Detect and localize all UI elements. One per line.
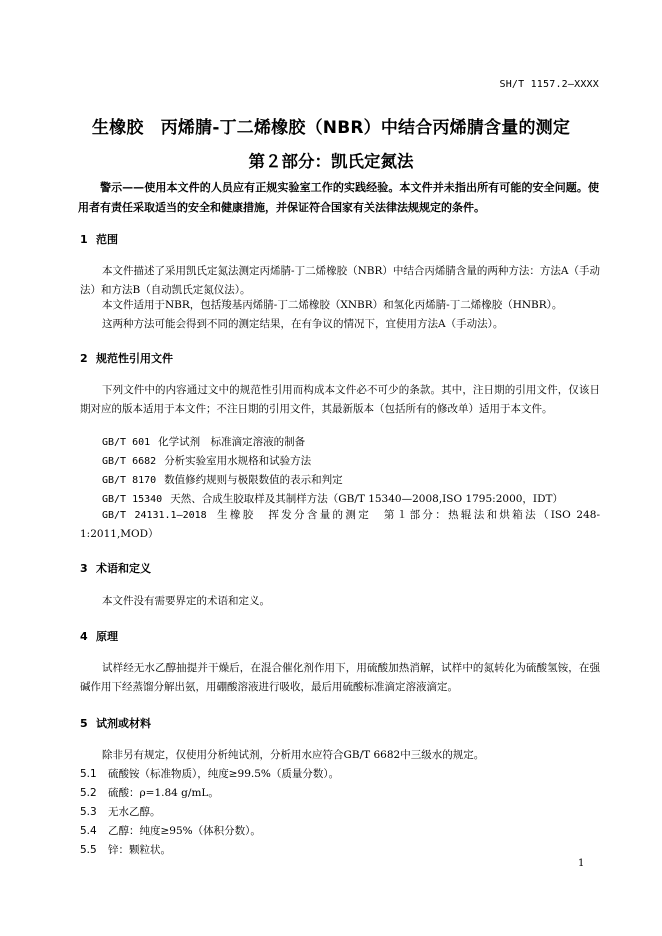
- item-number: 5.5: [80, 844, 97, 856]
- list-item: [80, 784, 219, 803]
- reference-entry: [102, 452, 311, 471]
- reference-code: GB/T 24131.1—2018: [102, 510, 207, 521]
- section-number: 1: [80, 233, 88, 246]
- section-heading-terms: [80, 560, 151, 576]
- scope-paragraph-3: 这两种方法可能会得到不同的测定结果，在有争议的情况下，宜使用方法A（手动法）。: [102, 318, 504, 330]
- section-heading-principle: [80, 628, 118, 644]
- terms-paragraph: 本文件没有需要界定的术语和定义。: [102, 595, 270, 607]
- section-title: 范围: [96, 233, 118, 246]
- list-item: [80, 822, 261, 841]
- reference-title: 化学试剂 标准滴定溶液的制备: [158, 436, 306, 448]
- section-number: 4: [80, 630, 88, 643]
- warning-paragraph: 警示——使用本文件的人员应有正规实验室工作的实践经验。本文件并未指出所有可能的安全问题。使用者有责任采取适当的安全和健康措施，并保证符合国家有关法律法规规定的条件。: [78, 181, 599, 214]
- section-heading-reagents: [80, 715, 151, 731]
- section-number: 3: [80, 562, 88, 575]
- reference-entry: [80, 506, 600, 544]
- item-text: 无水乙醇。: [108, 806, 161, 818]
- reference-code: GB/T 15340: [102, 494, 163, 505]
- page-number: 1: [578, 858, 585, 869]
- section-number: 5: [80, 717, 88, 730]
- reference-title: 数值修约规则与极限数值的表示和判定: [164, 474, 343, 486]
- item-number: 5.4: [80, 825, 97, 837]
- reference-code: GB/T 6682: [102, 456, 157, 467]
- reagents-intro-paragraph: 除非另有规定，仅使用分析纯试剂，分析用水应符合GB/T 6682中三级水的规定。: [102, 749, 485, 761]
- reference-title: 生橡胶 挥发分含量的测定 第１部分：热辊法和烘箱法（ISO 248-1:2011,MOD）: [80, 509, 600, 540]
- item-text: 锌：颗粒状。: [108, 844, 171, 856]
- reference-code: GB/T 601: [102, 437, 151, 448]
- scope-paragraph-1: 本文件描述了采用凯氏定氮法测定丙烯腈-丁二烯橡胶（NBR）中结合丙烯腈含量的两种方法：方法A（手动法）和方法B（自动凯氏定氮仪法）。: [80, 265, 600, 296]
- document-subtitle: 第２部分：凯氏定氮法: [248, 152, 414, 171]
- reference-title: 分析实验室用水规格和试验方法: [164, 455, 312, 467]
- list-item: [80, 841, 171, 860]
- reference-code: GB/T 8170: [102, 475, 157, 486]
- reference-entry: [102, 471, 343, 490]
- reference-entry: [102, 433, 305, 452]
- section-title: 试剂或材料: [96, 717, 151, 730]
- item-number: 5.3: [80, 806, 97, 818]
- standard-code: SH/T 1157.2—XXXX: [499, 79, 599, 90]
- section-heading-scope: [80, 231, 118, 247]
- item-number: 5.1: [80, 768, 97, 780]
- item-text: 乙醇：纯度≥95%（体积分数）。: [108, 825, 261, 837]
- reference-title: 天然、合成生胶取样及其制样方法（GB/T 15340—2008,ISO 1795:2000，IDT）: [170, 493, 563, 505]
- section-heading-normative-references: [80, 350, 173, 366]
- section-number: 2: [80, 352, 88, 365]
- document-title: 生橡胶 丙烯腈-丁二烯橡胶（NBR）中结合丙烯腈含量的测定: [91, 118, 571, 138]
- list-item: [80, 765, 339, 784]
- section-title: 术语和定义: [96, 562, 151, 575]
- scope-paragraph-2: 本文件适用于NBR，包括羧基丙烯腈-丁二烯橡胶（XNBR）和氢化丙烯腈-丁二烯橡胶（HNBR）。: [102, 299, 563, 311]
- item-text: 硫酸：ρ=1.84 g/mL。: [108, 787, 219, 799]
- list-item: [80, 803, 161, 822]
- item-number: 5.2: [80, 787, 97, 799]
- section-title: 原理: [96, 630, 118, 643]
- item-text: 硫酸铵（标准物质），纯度≥99.5%（质量分数）。: [108, 768, 340, 780]
- references-intro-paragraph: 下列文件中的内容通过文中的规范性引用而构成本文件必不可少的条款。其中，注日期的引用文件，仅该日期对应的版本适用于本文件；不注日期的引用文件，其最新版本（包括所有的修改单）适用于本文件。: [80, 384, 600, 415]
- section-title: 规范性引用文件: [96, 352, 173, 365]
- principle-paragraph: 试样经无水乙醇抽提并干燥后，在混合催化剂作用下，用硫酸加热消解，试样中的氮转化为硫酸氢铵，在强碱作用下经蒸馏分解出氨，用硼酸溶液进行吸收，最后用硫酸标准滴定溶液滴定。: [80, 662, 600, 693]
